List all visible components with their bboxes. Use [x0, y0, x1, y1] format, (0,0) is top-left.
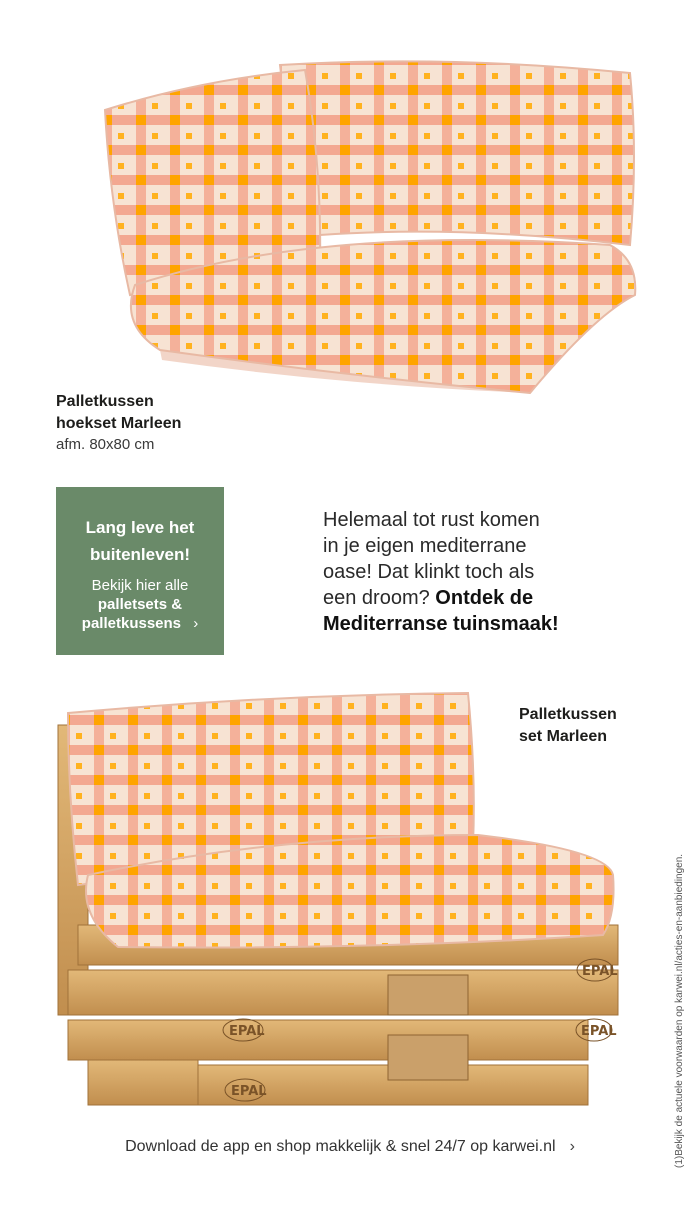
- intro-line: in je eigen mediterrane: [323, 535, 527, 557]
- promo-heading-line1: Lang leve het: [85, 518, 195, 537]
- download-app-text: Download de app en shop makkelijk & snel 24/7 op karwei.nl: [125, 1138, 556, 1155]
- product-title: Palletkussen: [56, 393, 154, 410]
- promo-sub-line2: palletsets &: [97, 596, 183, 613]
- product-info-corner-set: [56, 391, 276, 455]
- disclaimer-text: (1)Bekijk de actuele voorwaarden op karwei.nl/acties-en-aanbiedingen.: [674, 853, 685, 1168]
- intro-line: oase! Dat klinkt toch als: [323, 561, 535, 583]
- epal-stamp: EPAL: [229, 1024, 265, 1039]
- chevron-right-icon: ›: [193, 615, 199, 632]
- download-app-link[interactable]: [0, 1138, 700, 1164]
- intro-highlight: Mediterranse tuinsmaak!: [323, 613, 559, 635]
- chevron-right-icon: ›: [569, 1138, 575, 1155]
- product-title: hoekset Marleen: [56, 415, 182, 432]
- promo-sub-line3: palletkussens: [81, 615, 182, 632]
- product-size: afm. 80x80 cm: [56, 436, 155, 453]
- epal-stamp: EPAL: [231, 1084, 267, 1099]
- intro-paragraph: [323, 507, 643, 637]
- product-title: set Marleen: [519, 728, 608, 745]
- promo-heading-line2: buitenleven!: [89, 545, 191, 564]
- pallet-cushion-set-image: [48, 685, 630, 1130]
- epal-stamp: EPAL: [581, 1024, 617, 1039]
- corner-cushion-image: [90, 55, 650, 395]
- promo-tile-palletsets[interactable]: [56, 487, 224, 655]
- intro-line: een droom?: [323, 587, 436, 609]
- intro-highlight: Ontdek de: [435, 587, 534, 609]
- intro-line: Helemaal tot rust komen: [323, 509, 540, 531]
- epal-stamp: EPAL: [582, 964, 618, 979]
- product-title: Palletkussen: [519, 706, 617, 723]
- promo-sub-line1: Bekijk hier alle: [91, 577, 189, 594]
